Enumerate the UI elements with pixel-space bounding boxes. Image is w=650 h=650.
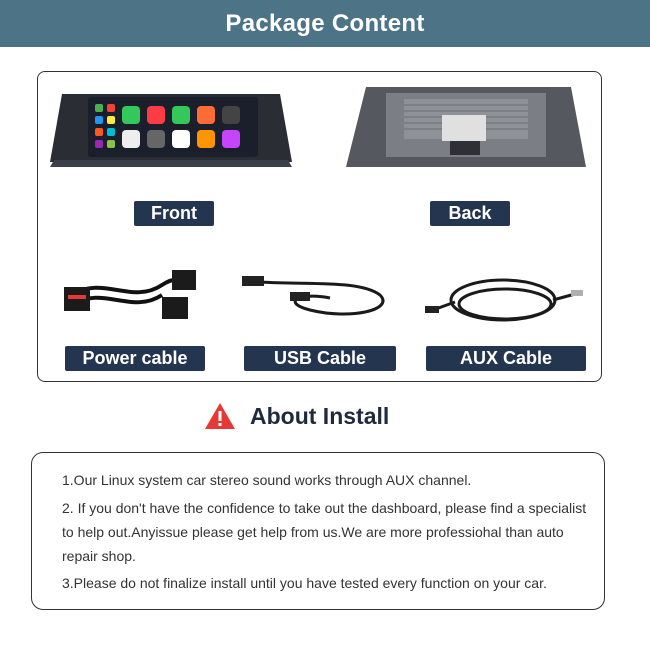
- usb-cable-image: [240, 270, 395, 325]
- front-unit-image: [50, 92, 292, 167]
- power-cable-label: [65, 346, 205, 371]
- aux-cable-label: [426, 346, 586, 371]
- back-label-text: Back: [448, 203, 492, 223]
- back-label: [430, 201, 510, 226]
- page-header: [0, 0, 650, 47]
- aux-cable-image: [425, 272, 585, 332]
- power-cable-label-text: Power cable: [82, 348, 188, 368]
- back-unit-image: [346, 85, 586, 170]
- header-title: Package Content: [225, 9, 425, 37]
- install-note-3: 3.Please do not finalize install until you have tested every function on your car.: [62, 575, 547, 591]
- usb-cable-label-text: USB Cable: [273, 348, 367, 368]
- aux-cable-label-text: AUX Cable: [459, 348, 553, 368]
- about-install-title: About Install: [250, 402, 390, 429]
- front-label-text: Front: [151, 203, 197, 223]
- install-note-1: 1.Our Linux system car stereo sound works through AUX channel.: [62, 472, 472, 488]
- power-cable-image: [62, 265, 202, 325]
- front-label: [134, 201, 214, 226]
- usb-cable-label: [244, 346, 396, 371]
- install-note-2: 2. If you don't have the confidence to take out the dashboard, please find a specialist to help out.Anyissue please get help from us.We are more professiohal than auto repair shop.: [62, 500, 587, 564]
- about-install-heading: [204, 400, 389, 432]
- warning-icon: [204, 402, 236, 430]
